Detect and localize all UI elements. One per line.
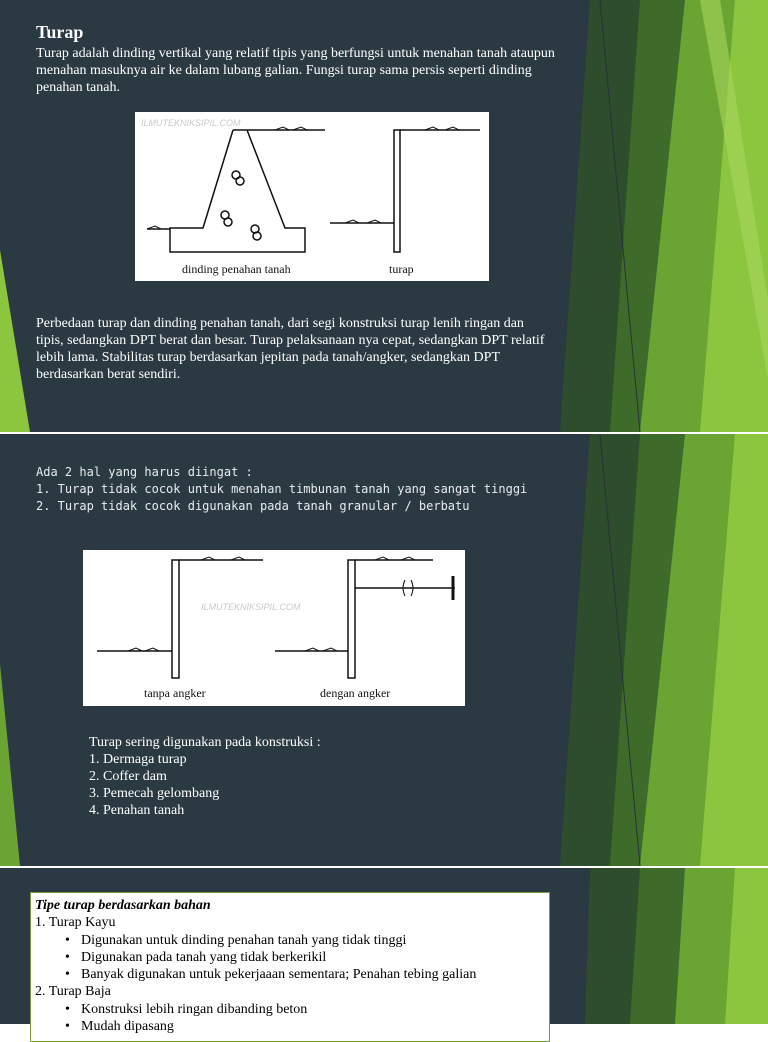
list-item: • Banyak digunakan untuk pekerjaaan sementara; Penahan tebing galian <box>65 967 477 983</box>
uses-item: 1. Dermaga turap <box>89 752 187 767</box>
text-line: lebih lama. Stabilitas turap berdasarkan jepitan pada tanah/angker, sedangkan DPT <box>36 350 501 365</box>
uses-heading: Turap sering digunakan pada konstruksi : <box>89 735 321 750</box>
uses-item: 2. Coffer dam <box>89 769 167 784</box>
bullet-text: Mudah dipasang <box>81 1019 174 1035</box>
material-types-box <box>30 892 550 1042</box>
list-item: • Mudah dipasang <box>65 1019 174 1035</box>
bullet-text: Digunakan untuk dinding penahan tanah yang tidak tinggi <box>81 932 407 948</box>
intro-paragraph <box>36 45 596 96</box>
text-line: Perbedaan turap dan dinding penahan tanah, dari segi konstruksi turap lenih ringan dan <box>36 316 524 331</box>
slide-title: Turap <box>36 22 84 42</box>
list-item: • Digunakan untuk dinding penahan tanah yang tidak tinggi <box>65 932 407 948</box>
anchored-sheet-pile-drawing <box>275 557 455 678</box>
text-line: tipis, sedangkan DPT berat dan besar. Turap pelaksanaan nya cepat, sedangkan DPT relatif <box>36 333 545 348</box>
caption-sheet-pile: turap <box>389 262 414 276</box>
bullet-text: Konstruksi lebih ringan dibanding beton <box>81 1001 308 1017</box>
slide-3 <box>0 868 768 1035</box>
uses-item: 4. Penahan tanah <box>89 803 185 818</box>
note-item: 1. Turap tidak cocok untuk menahan timbunan tanah yang sangat tinggi <box>36 482 528 496</box>
retaining-wall-vs-sheet-pile-figure <box>135 112 489 281</box>
uses-item: 3. Pemecah gelombang <box>89 786 220 801</box>
notes-list <box>36 464 527 515</box>
watermark: ILMUTEKNIKSIPIL.COM <box>201 602 301 612</box>
note-item: 2. Turap tidak cocok digunakan pada tanah granular / berbatu <box>36 499 470 513</box>
sheet-pile-drawing <box>330 127 480 252</box>
caption-retaining-wall: dinding penahan tanah <box>182 262 291 276</box>
watermark: ILMUTEKNIKSIPIL.COM <box>141 118 241 128</box>
slide-2 <box>0 434 768 866</box>
caption-cantilever: tanpa angker <box>144 686 206 700</box>
text-line: Turap adalah dinding vertikal yang relatif tipis yang berfungsi untuk menahan tanah ataupun <box>36 46 555 61</box>
cantilever-sheet-pile-drawing <box>97 557 263 678</box>
text-line: berdasarkan berat sendiri. <box>36 367 181 382</box>
comparison-paragraph <box>36 315 596 383</box>
retaining-wall-drawing <box>147 127 325 252</box>
bullet-text: Digunakan pada tanah yang tidak berkerikil <box>81 949 327 965</box>
list-item: • Konstruksi lebih ringan dibanding beton <box>65 1001 308 1017</box>
material-types-heading: Tipe turap berdasarkan bahan <box>35 898 211 913</box>
slide-1 <box>0 0 768 432</box>
uses-list <box>89 734 321 819</box>
anchored-vs-cantilever-figure <box>83 550 465 706</box>
caption-anchored: dengan angker <box>320 686 391 700</box>
text-line: penahan tanah. <box>36 80 120 95</box>
steel-sheet-pile-item: 2. Turap Baja <box>35 984 111 1000</box>
note-heading: Ada 2 hal yang harus diingat : <box>36 465 253 479</box>
text-line: menahan masuknya air ke dalam lubang galian. Fungsi turap sama persis seperti dinding <box>36 63 532 78</box>
bullet-text: Banyak digunakan untuk pekerjaaan sementara; Penahan tebing galian <box>81 967 477 983</box>
list-item: • Digunakan pada tanah yang tidak berkerikil <box>65 949 327 965</box>
timber-sheet-pile-item: 1. Turap Kayu <box>35 915 116 931</box>
